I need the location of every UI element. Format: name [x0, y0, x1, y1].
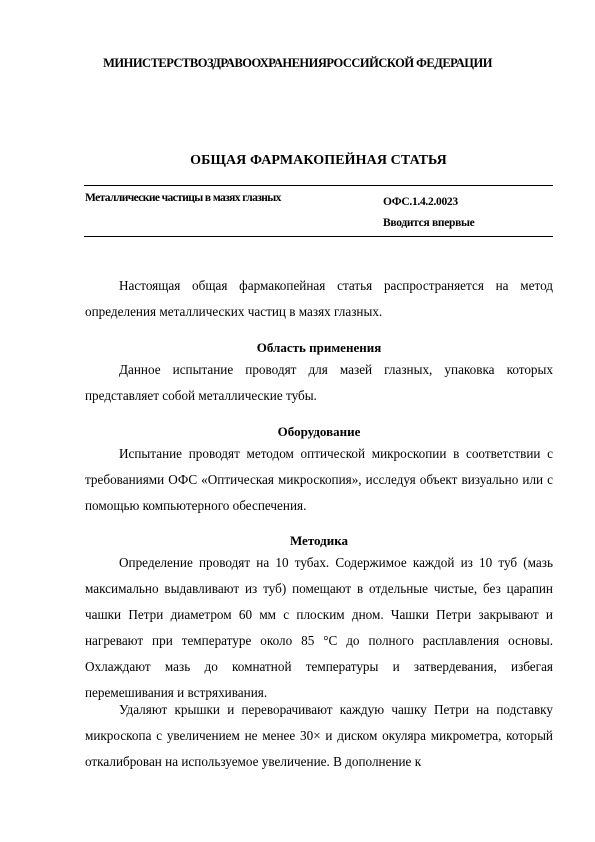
method-heading: Методика: [289, 533, 349, 548]
bottom-divider: [84, 236, 553, 237]
intro-paragraph: Настоящая общая фармакопейная статья распространяется на метод определения металлических частиц в мазях глазных.: [85, 278, 553, 319]
article-subject: Металлические частицы в мазях глазных: [85, 192, 281, 204]
top-divider: [84, 185, 553, 186]
article-title: ОБЩАЯ ФАРМАКОПЕЙНАЯ СТАТЬЯ: [190, 153, 447, 168]
equipment-heading: Оборудование: [277, 424, 361, 439]
article-code: ОФС.1.4.2.0023: [383, 196, 458, 208]
equipment-paragraph: Испытание проводят методом оптической микроскопии в соответствии с требованиями ОФС «Оптическая микроскопия», исследуя объект визуально или с помощью компьютерного обеспечения.: [85, 446, 553, 513]
ministry-name: МИНИСТЕРСТВОЗДРАВООХРАНЕНИЯРОССИЙСКОЙ ФЕДЕРАЦИИ: [103, 56, 492, 70]
article-status: Вводится впервые: [383, 217, 475, 229]
method-paragraph-1: Определение проводят на 10 тубах. Содержимое каждой из 10 туб (мазь максимально выдавливают из туб) помещают в отдельные чистые, без царапин чашки Петри диаметром 60 мм с плоским дном. Чашки Петри закрывают и нагревают при температуре около 85 °С до полного расплавления основы. Охлаждают мазь до комнатной температуры и затвердевания, избегая перемешивания и встряхивания.: [85, 555, 553, 700]
scope-paragraph: Данное испытание проводят для мазей глазных, упаковка которых представляет собой металлические тубы.: [85, 362, 553, 403]
method-paragraph-2: Удаляют крышки и переворачивают каждую чашку Петри на подставку микроскопа с увеличением не менее 30× и диском окуляра микрометра, который откалиброван на используемое увеличение. В дополнение к: [85, 702, 553, 769]
article-meta: [383, 192, 475, 234]
scope-heading: Область применения: [256, 340, 382, 355]
